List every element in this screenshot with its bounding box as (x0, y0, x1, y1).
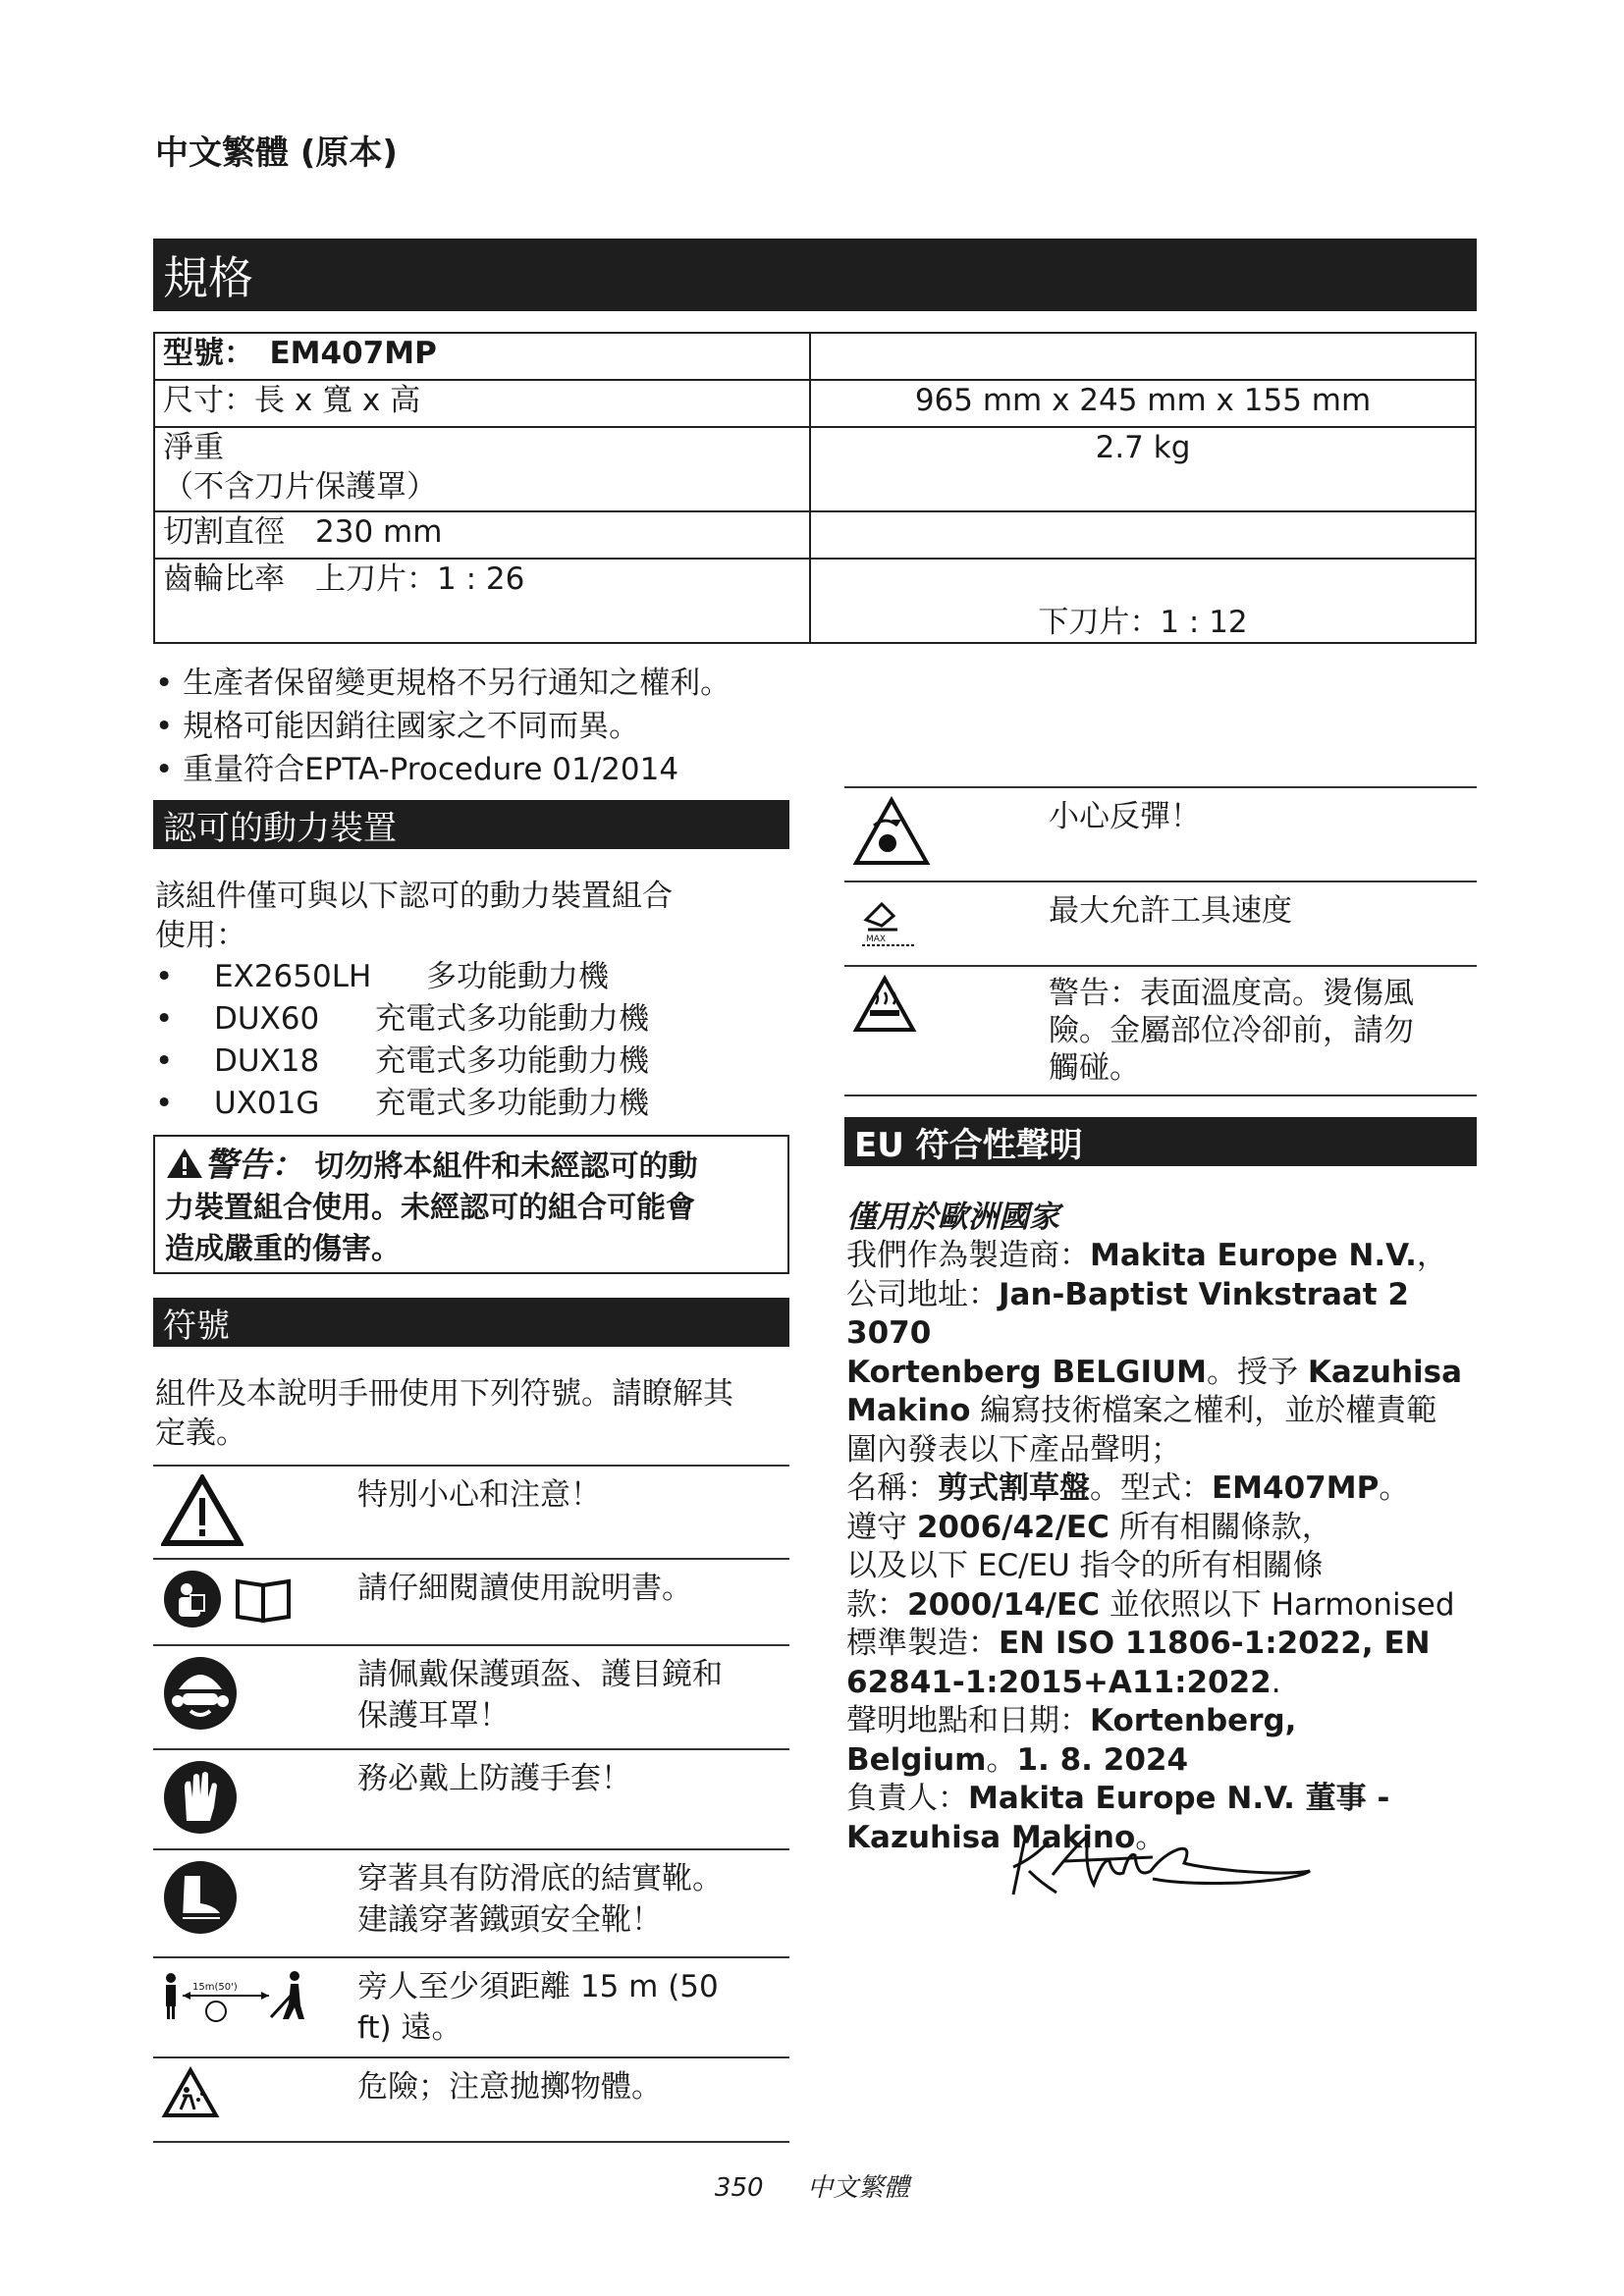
read-manual-icon (153, 1559, 357, 1645)
symbol-text-line: 觸碰。 (1049, 1050, 1140, 1086)
eu-heading: EU 符合性聲明 (844, 1117, 1477, 1166)
symbol-text-line: 保護耳罩！ (357, 1698, 510, 1734)
page-title: 中文繁體 (原本) (155, 133, 398, 173)
symbol-text-line: ft) 遠。 (357, 2010, 462, 2046)
eu-line: Kazuhisa Makino。 (846, 1819, 1166, 1855)
spec-note: • 生產者保留變更規格不另行通知之權利。 (155, 662, 862, 705)
symbol-text: 小心反彈！ (1049, 787, 1477, 881)
power-unit-desc: 充電式多功能動力機 (375, 1086, 649, 1121)
table-row (153, 1849, 789, 1957)
power-unit-desc: 充電式多功能動力機 (375, 1043, 649, 1079)
spec-row-gear-ratio (154, 559, 1476, 643)
footer-language: 中文繁體 (807, 2173, 910, 2203)
warning-label: 警告： (204, 1146, 304, 1185)
table-row (844, 881, 1477, 966)
eu-declaration (846, 1237, 1485, 1857)
eu-line: 款：2000/14/EC 並依照以下 Harmonised (846, 1586, 1455, 1623)
table-row (153, 2057, 789, 2142)
spec-value (810, 333, 1476, 380)
spec-value: 965 mm x 245 mm x 155 mm (810, 380, 1476, 427)
spec-row-diameter (154, 511, 1476, 559)
symbol-text (357, 1849, 789, 1957)
spec-value (810, 511, 1476, 559)
spec-label: 型號： EM407MP (154, 333, 810, 380)
list-item: • EX2650LH 多功能動力機 (155, 956, 784, 998)
eu-line: 標準製造：EN ISO 11806-1:2022, EN (846, 1626, 1431, 1661)
table-row (153, 1957, 789, 2057)
hot-surface-icon (844, 966, 1049, 1095)
symbol-text-line: 請佩戴保護頭盔、護目鏡和 (357, 1657, 723, 1692)
helmet-goggles-earmuff-icon (153, 1645, 357, 1749)
distance-label: 15m(50') (192, 1982, 238, 1993)
power-intro-line: 該組件僅可與以下認可的動力裝置組合 (155, 879, 673, 914)
power-unit-desc: 充電式多功能動力機 (375, 1001, 649, 1037)
spec-table (153, 332, 1477, 644)
power-unit-model: DUX60 (214, 1001, 320, 1037)
table-row (844, 787, 1477, 881)
eu-line: 遵守 2006/42/EC 所有相關條款， (846, 1509, 1332, 1545)
spec-notes (155, 662, 862, 791)
spec-label: 切割直徑 230 mm (154, 511, 810, 559)
signature (1005, 1828, 1320, 1906)
power-unit-model: UX01G (214, 1086, 320, 1121)
table-row (153, 1466, 789, 1559)
list-item: • UX01G 充電式多功能動力機 (155, 1083, 784, 1125)
symbols-table-right (844, 786, 1477, 1096)
eu-line: 負責人：Makita Europe N.V. 董事 - (846, 1781, 1390, 1816)
eu-line: 圍內發表以下產品聲明； (846, 1431, 1181, 1468)
power-intro-line: 使用： (155, 918, 246, 953)
table-row (153, 1645, 789, 1749)
table-row (844, 966, 1477, 1095)
symbols-intro-line: 組件及本說明手冊使用下列符號。請瞭解其 (155, 1376, 733, 1412)
spec-value: 下刀片：1 : 12 (810, 559, 1476, 643)
power-unit-list (155, 956, 784, 1125)
symbol-text: 最大允許工具速度 (1049, 881, 1477, 966)
max-speed-label: MAX (866, 934, 887, 944)
eu-line: Belgium。1. 8. 2024 (846, 1741, 1189, 1778)
symbol-text-line: 險。金屬部位冷卻前，請勿 (1049, 1013, 1414, 1048)
spec-label-line: 淨重 (163, 430, 224, 465)
eu-line: Kortenberg BELGIUM。授予 Kazuhisa (846, 1354, 1463, 1390)
power-intro (155, 877, 803, 955)
symbol-text (357, 1957, 789, 2057)
warning-text: 力裝置組合使用。未經認可的組合可能會 (165, 1191, 695, 1225)
eu-line: Makino 編寫技術檔案之權利，並於權責範 (846, 1393, 1437, 1428)
power-unit-model: EX2650LH (214, 959, 372, 994)
list-item: • DUX18 充電式多功能動力機 (155, 1041, 784, 1083)
table-row (153, 1749, 789, 1849)
max-speed-icon (844, 881, 1049, 966)
gloves-icon (153, 1749, 357, 1849)
eu-line: 以及以下 EC/EU 指令的所有相關條 (846, 1548, 1324, 1583)
kickback-icon (844, 787, 1049, 881)
symbol-text-line: 穿著具有防滑底的結實靴。 (357, 1861, 723, 1896)
symbol-text-line: 警告：表面溫度高。燙傷風 (1049, 976, 1414, 1011)
table-row (153, 1559, 789, 1645)
spec-note: • 規格可能因銷往國家之不同而異。 (155, 705, 862, 748)
symbol-text: 特別小心和注意！ (357, 1466, 789, 1559)
symbol-text-line: 建議穿著鐵頭安全靴！ (357, 1902, 662, 1938)
spec-note: • 重量符合EPTA-Procedure 01/2014 (155, 748, 862, 791)
boots-icon (153, 1849, 357, 1957)
power-heading: 認可的動力裝置 (153, 800, 789, 849)
symbol-text-line: 旁人至少須距離 15 m (50 (357, 1969, 719, 2004)
spec-heading: 規格 (153, 239, 1477, 311)
distance-icon (153, 1957, 357, 2057)
page-footer (0, 2167, 1624, 2204)
page-number: 350 (714, 2173, 764, 2203)
warning-text: 切勿將本組件和未經認可的動 (314, 1149, 698, 1184)
symbols-table (153, 1465, 789, 2143)
warning-box (153, 1135, 789, 1274)
eu-subheading: 僅用於歐洲國家 (846, 1200, 1059, 1235)
eu-line: 我們作為製造商：Makita Europe N.V.， (846, 1238, 1447, 1273)
symbol-text: 請仔細閱讀使用說明書。 (357, 1559, 789, 1645)
thrown-objects-icon (153, 2057, 357, 2142)
spec-row-weight (154, 427, 1476, 511)
spec-row-model (154, 333, 1476, 380)
eu-line: 公司地址：Jan-Baptist Vinkstraat 2 3070 (846, 1276, 1409, 1351)
spec-label-line: （不含刀片保護罩） (163, 469, 437, 505)
symbols-intro (155, 1374, 803, 1453)
warning-text: 造成嚴重的傷害。 (165, 1232, 401, 1266)
warning-triangle-icon (165, 1147, 204, 1180)
spec-label: 齒輪比率 上刀片：1 : 26 (154, 559, 810, 643)
spec-label (154, 427, 810, 511)
symbol-text (357, 1645, 789, 1749)
power-unit-desc: 多功能動力機 (426, 959, 609, 994)
warning-triangle-icon (153, 1466, 357, 1559)
spec-value: 2.7 kg (810, 427, 1476, 511)
eu-line: 聲明地點和日期：Kortenberg, (846, 1703, 1297, 1738)
spec-label: 尺寸：長 x 寬 x 高 (154, 380, 810, 427)
symbol-text: 危險；注意拋擲物體。 (357, 2057, 789, 2142)
eu-line: 62841-1:2015+A11:2022. (846, 1664, 1281, 1700)
symbols-intro-line: 定義。 (155, 1415, 246, 1451)
eu-line: 名稱：剪式割草盤。型式：EM407MP。 (846, 1470, 1410, 1506)
symbol-text: 務必戴上防護手套！ (357, 1749, 789, 1849)
symbol-text (1049, 966, 1477, 1095)
list-item: • DUX60 充電式多功能動力機 (155, 998, 784, 1041)
power-unit-model: DUX18 (214, 1043, 320, 1079)
spec-row-dimensions (154, 380, 1476, 427)
symbols-heading: 符號 (153, 1298, 789, 1347)
